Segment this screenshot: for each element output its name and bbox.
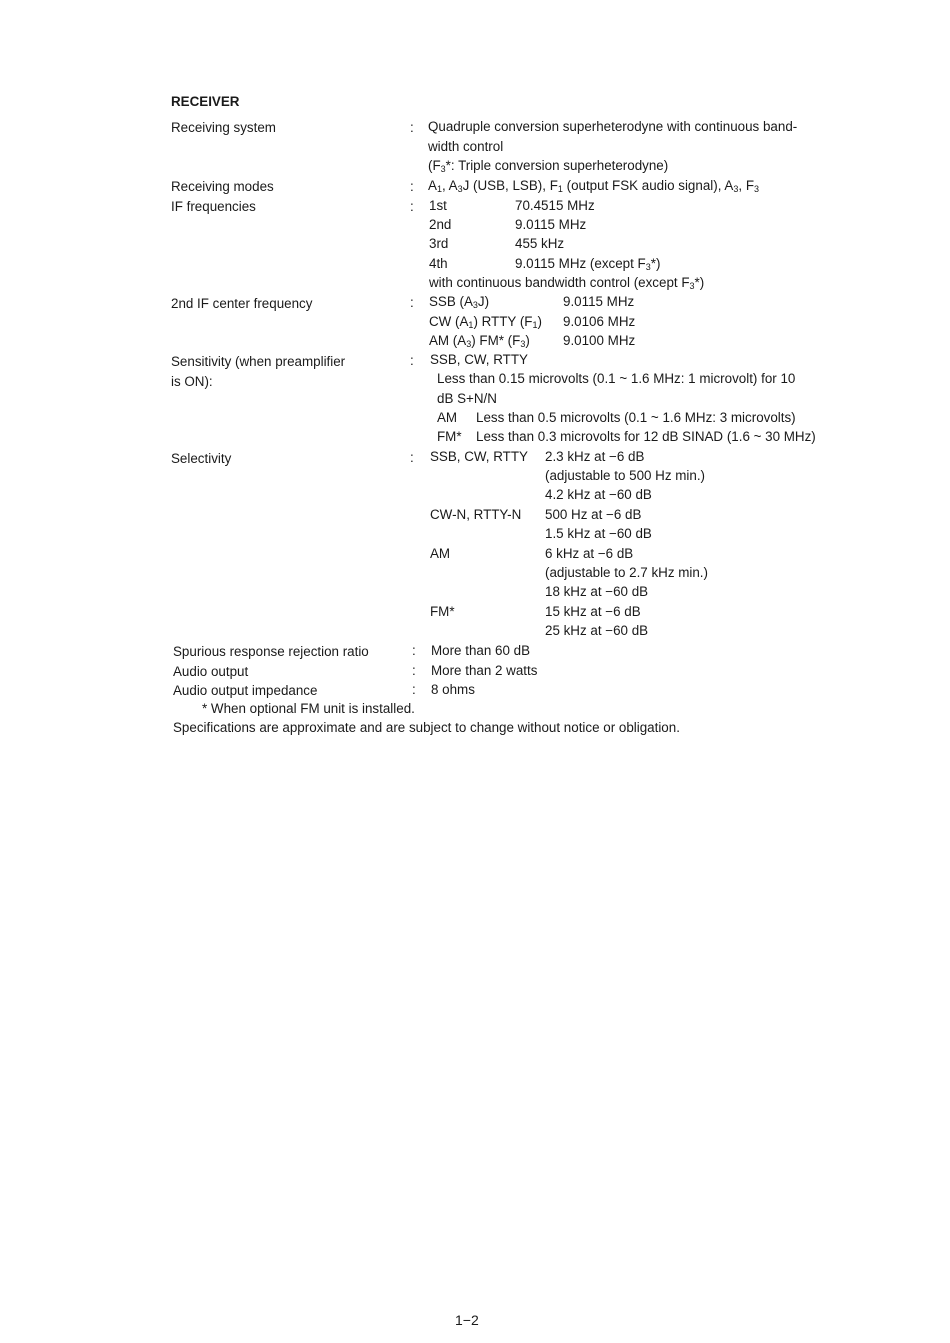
audio-output-value: More than 2 watts [431, 663, 538, 678]
selectivity-mode-am: AM [430, 546, 451, 561]
disclaimer: Specifications are approximate and are subject to change without notice or obligation. [173, 720, 680, 735]
label-receiving-system: Receiving system [171, 120, 276, 135]
receiving-modes-value: $A_1$, $A_3J$ (USB, LSB), $F_1$ (output FSK audio signal), $A_3$, $F_3$ [428, 178, 760, 194]
receiving-system-line2: width control [428, 139, 504, 154]
separator-colon: : [410, 199, 414, 214]
if-value-2: 9.0115 MHz [515, 217, 587, 232]
if-value-4: 9.0115 MHz (except $F_3*$) [515, 256, 661, 272]
separator-colon: : [410, 179, 414, 194]
sensitivity-am-label: AM [437, 410, 458, 425]
separator-colon: : [412, 682, 416, 697]
center-value-1: 9.0115 MHz [563, 294, 635, 309]
section-heading: RECEIVER [171, 94, 240, 109]
audio-impedance-value: 8 ohms [431, 682, 475, 697]
selectivity-line: 4.2 kHz at −60 dB [545, 487, 652, 502]
if-value-3: 455 kHz [515, 236, 565, 251]
label-audio-impedance: Audio output impedance [173, 683, 318, 698]
page-number: 1−2 [455, 1312, 479, 1328]
selectivity-line: 15 kHz at −6 dB [545, 604, 641, 619]
separator-colon: : [412, 663, 416, 678]
selectivity-line: 1.5 kHz at −60 dB [545, 526, 652, 541]
selectivity-line: 6 kHz at −6 dB [545, 546, 634, 561]
if-name-4: 4th [429, 256, 448, 271]
sensitivity-line1: Less than 0.15 microvolts (0.1 ~ 1.6 MHz: 1 microvolt) for 10 [437, 371, 796, 386]
selectivity-line: (adjustable to 500 Hz min.) [545, 468, 706, 483]
label-2nd-if-center: 2nd IF center frequency [171, 296, 313, 311]
label-receiving-modes: Receiving modes [171, 179, 274, 194]
sensitivity-modes: SSB, CW, RTTY [430, 352, 528, 367]
label-sensitivity-line2: is ON): [171, 374, 213, 389]
separator-colon: : [412, 643, 416, 658]
spurious-value: More than 60 dB [431, 643, 531, 658]
selectivity-mode-ssb: SSB, CW, RTTY [430, 449, 528, 464]
label-selectivity: Selectivity [171, 451, 232, 466]
sensitivity-fm-text: Less than 0.3 microvolts for 12 dB SINAD (1.6 ~ 30 MHz) [476, 429, 816, 444]
selectivity-mode-cwn: CW-N, RTTY-N [430, 507, 522, 522]
receiving-system-line3: ($F_3*$: Triple conversion superheterodyne) [428, 158, 669, 174]
label-if-frequencies: IF frequencies [171, 199, 256, 214]
selectivity-mode-fm: FM* [430, 604, 455, 619]
label-audio-output: Audio output [173, 664, 249, 679]
footnote: * When optional FM unit is installed. [202, 701, 415, 716]
sensitivity-line2: dB S+N/N [437, 391, 497, 406]
if-name-2: 2nd [429, 217, 452, 232]
if-value-1: 70.4515 MHz [515, 198, 595, 213]
center-value-3: 9.0100 MHz [563, 333, 636, 348]
separator-colon: : [410, 353, 414, 368]
label-spurious: Spurious response rejection ratio [173, 644, 369, 659]
center-mode-2: CW $(A_1)$ RTTY $(F_1)$ [429, 314, 542, 330]
sensitivity-am-text: Less than 0.5 microvolts (0.1 ~ 1.6 MHz: 3 microvolts) [476, 410, 796, 425]
separator-colon: : [410, 450, 414, 465]
selectivity-line: (adjustable to 2.7 kHz min.) [545, 565, 708, 580]
separator-colon: : [410, 295, 414, 310]
selectivity-line: 2.3 kHz at −6 dB [545, 449, 645, 464]
center-mode-3: AM $(A_3)$ FM* $(F_3)$ [429, 333, 530, 349]
center-mode-1: SSB $(A_3J)$ [429, 294, 490, 310]
receiving-system-line1: Quadruple conversion superheterodyne with continuous band- [428, 119, 798, 134]
selectivity-line: 500 Hz at −6 dB [545, 507, 642, 522]
if-bandwidth-note: with continuous bandwidth control (except $F_3*$) [429, 275, 705, 291]
selectivity-line: 25 kHz at −60 dB [545, 623, 649, 638]
selectivity-line: 18 kHz at −60 dB [545, 584, 649, 599]
separator-colon: : [410, 120, 414, 135]
label-sensitivity-line1: Sensitivity (when preamplifier [171, 354, 346, 369]
if-name-1: 1st [429, 198, 447, 213]
center-value-2: 9.0106 MHz [563, 314, 636, 329]
if-name-3: 3rd [429, 236, 449, 251]
sensitivity-fm-label: FM* [437, 429, 462, 444]
